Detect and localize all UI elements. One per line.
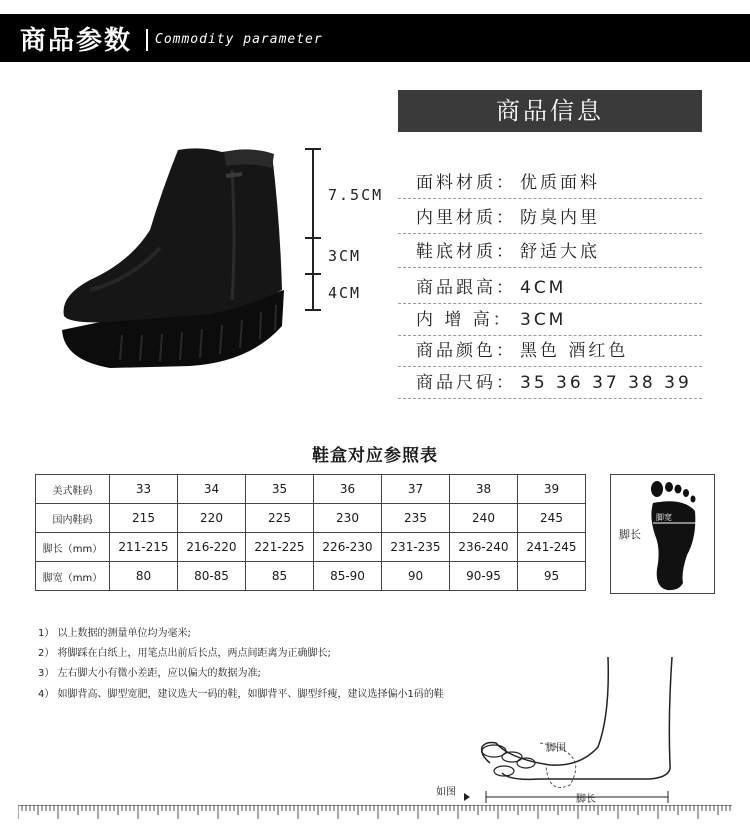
dimension-shaft-height: 7.5CM <box>328 186 384 204</box>
table-cell: 34 <box>178 475 246 504</box>
foot-length-side-label: 脚长 <box>576 794 596 805</box>
note-1: 1） 以上数据的测量单位均为毫米; <box>38 628 191 639</box>
foot-width-label: 脚宽 <box>656 513 672 522</box>
size-chart-title: 鞋盒对应参照表 <box>312 446 438 466</box>
table-cell: 37 <box>382 475 450 504</box>
table-cell: 231-235 <box>382 533 450 562</box>
info-value: 35 36 37 38 39 <box>520 373 692 393</box>
info-row-sizes <box>398 368 702 399</box>
footprint-icon <box>643 477 713 593</box>
table-cell: 221-225 <box>246 533 314 562</box>
dimension-line <box>312 148 314 310</box>
foot-side-diagram <box>430 655 690 815</box>
info-value: 防臭内里 <box>520 208 600 228</box>
table-cell: 38 <box>450 475 518 504</box>
size-chart-table <box>35 474 586 591</box>
foot-girth-label: 脚围 <box>546 743 566 754</box>
note-2: 2） 将脚踩在白纸上，用笔点出前后长点，两点间距离为正确脚长; <box>38 648 331 659</box>
info-value: 优质面料 <box>520 173 600 193</box>
info-value: 舒适大底 <box>520 242 600 262</box>
dimension-tick <box>305 237 321 239</box>
table-cell: 90 <box>382 562 450 591</box>
info-row-sole <box>398 237 702 268</box>
row-header: 美式鞋码 <box>36 475 110 504</box>
table-cell: 236-240 <box>450 533 518 562</box>
header-bar <box>0 14 750 62</box>
header-divider <box>146 29 148 51</box>
example-label: 如图 <box>436 787 456 798</box>
table-cell: 216-220 <box>178 533 246 562</box>
info-row-inner-lift <box>398 305 702 336</box>
table-cell: 80 <box>110 562 178 591</box>
table-row <box>36 562 586 591</box>
row-header: 国内鞋码 <box>36 504 110 533</box>
foot-measure-box <box>610 474 715 594</box>
table-cell: 240 <box>450 504 518 533</box>
table-cell: 35 <box>246 475 314 504</box>
table-cell: 215 <box>110 504 178 533</box>
info-key: 鞋底材质： <box>416 242 516 262</box>
note-4: 4） 如脚背高、脚型宽肥，建议选大一码的鞋，如脚背平、脚型纤瘦，建议选择偏小1码的鞋 <box>38 689 444 700</box>
page-title: 商品参数 <box>20 26 133 56</box>
info-row-color <box>398 336 702 367</box>
dimension-tick <box>305 309 321 311</box>
dimension-tick <box>305 273 321 275</box>
table-cell: 225 <box>246 504 314 533</box>
table-row <box>36 475 586 504</box>
row-header: 脚长（mm） <box>36 533 110 562</box>
product-info-heading: 商品信息 <box>398 90 702 132</box>
table-row <box>36 504 586 533</box>
table-cell: 241-245 <box>518 533 586 562</box>
dimension-inner-lift: 3CM <box>328 247 362 265</box>
table-row <box>36 533 586 562</box>
table-cell: 90-95 <box>450 562 518 591</box>
info-value: 4CM <box>520 278 567 298</box>
info-key: 内 增 高： <box>416 310 513 330</box>
table-cell: 245 <box>518 504 586 533</box>
info-key: 内里材质： <box>416 208 516 228</box>
info-row-lining <box>398 203 702 234</box>
product-image-boot <box>50 130 300 380</box>
info-key: 商品跟高： <box>416 278 516 298</box>
boot-illustration <box>50 130 300 380</box>
info-key: 面料材质： <box>416 173 516 193</box>
table-cell: 36 <box>314 475 382 504</box>
note-3: 3） 左右脚大小有微小差距，应以偏大的数据为准; <box>38 668 261 679</box>
table-cell: 39 <box>518 475 586 504</box>
table-cell: 33 <box>110 475 178 504</box>
info-key: 商品尺码： <box>416 373 516 393</box>
table-cell: 211-215 <box>110 533 178 562</box>
info-row-heel-height <box>398 273 702 304</box>
table-cell: 85-90 <box>314 562 382 591</box>
table-cell: 80-85 <box>178 562 246 591</box>
table-cell: 226-230 <box>314 533 382 562</box>
row-header: 脚宽（mm） <box>36 562 110 591</box>
table-cell: 95 <box>518 562 586 591</box>
table-cell: 85 <box>246 562 314 591</box>
foot-length-label: 脚长 <box>619 528 641 541</box>
info-value: 黑色 酒红色 <box>520 341 629 361</box>
info-key: 商品颜色： <box>416 341 516 361</box>
table-cell: 220 <box>178 504 246 533</box>
table-cell: 230 <box>314 504 382 533</box>
ruler-graphic <box>18 805 732 821</box>
table-cell: 235 <box>382 504 450 533</box>
page-subtitle: Commodity parameter <box>155 32 323 47</box>
info-row-fabric <box>398 168 702 199</box>
dimension-heel-height: 4CM <box>328 284 362 302</box>
info-value: 3CM <box>520 310 567 330</box>
